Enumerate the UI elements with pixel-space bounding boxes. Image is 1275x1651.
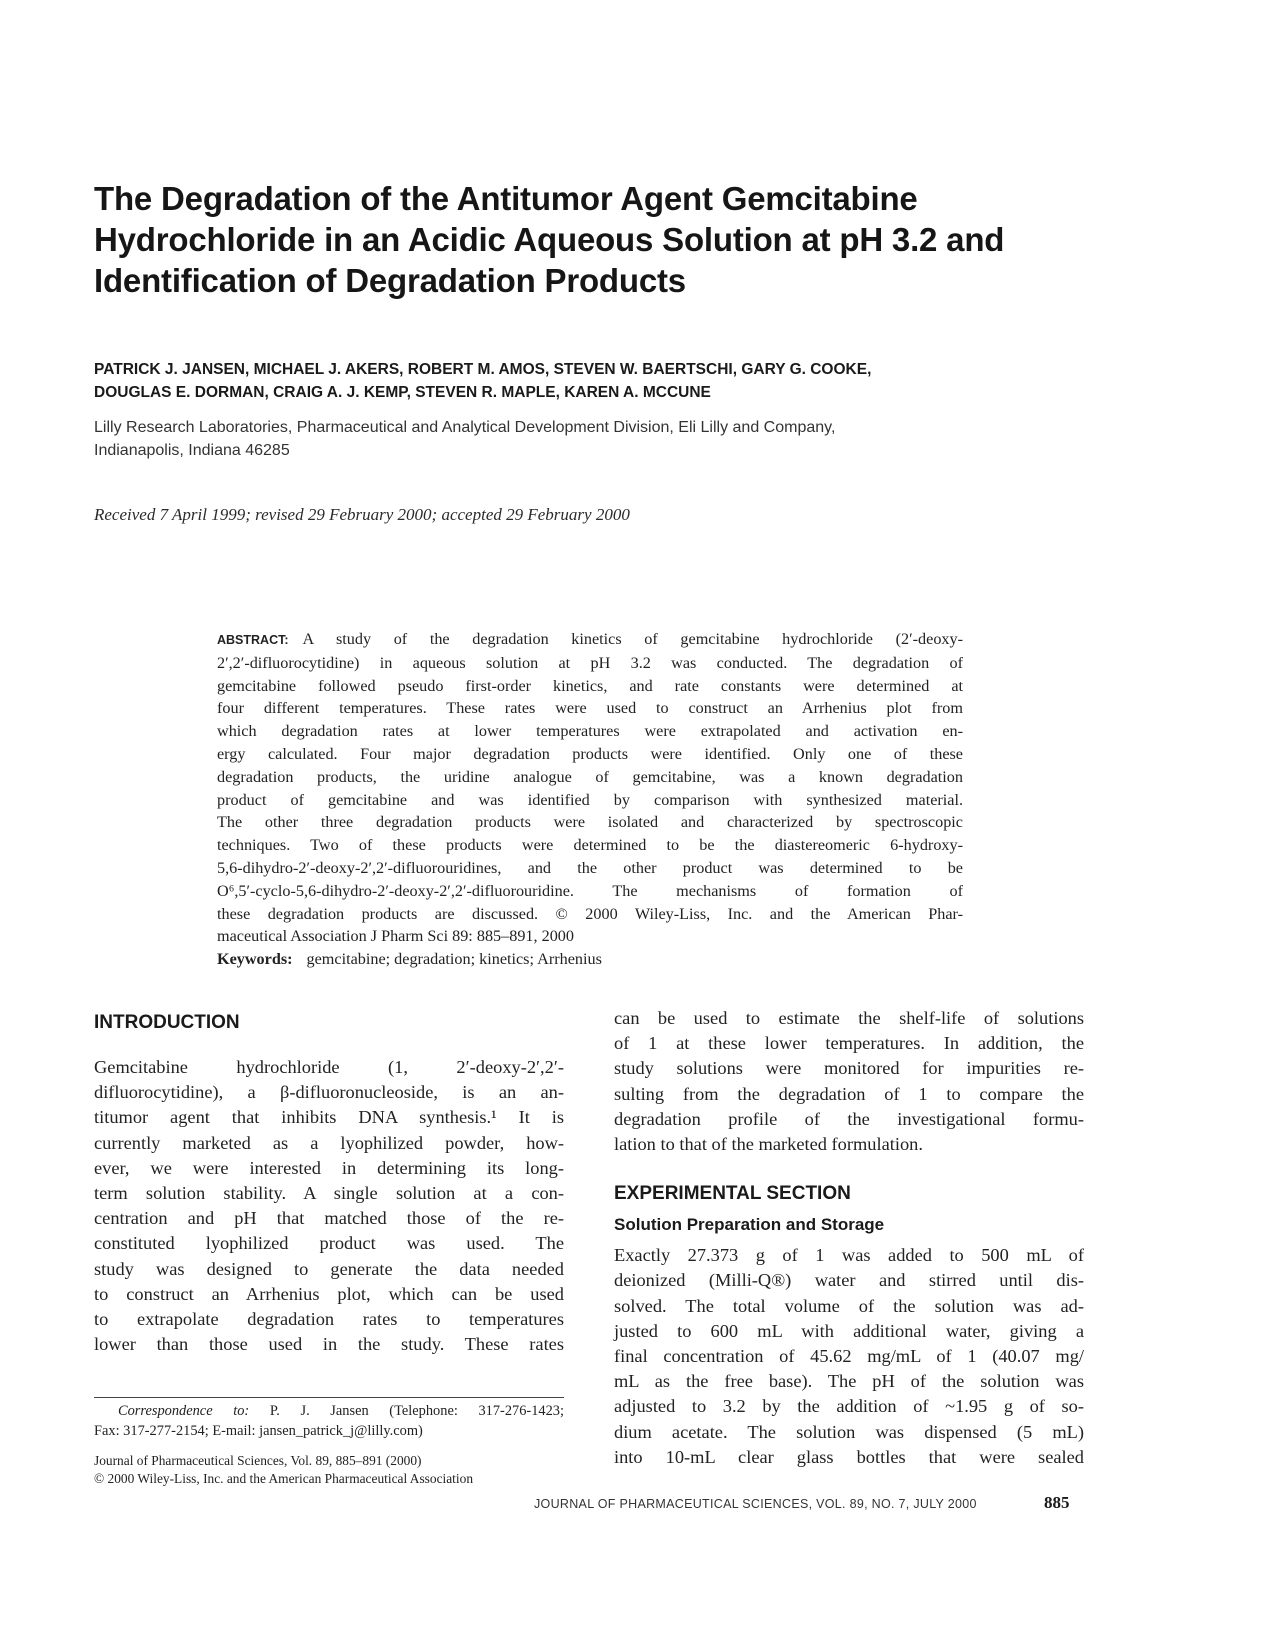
- text-line: study solutions were monitored for impurities re-: [614, 1058, 1084, 1079]
- abstract-line: product of gemcitabine and was identified by comparison with synthesized material.: [217, 790, 963, 809]
- text-line: can be used to estimate the shelf-life of solutions: [614, 1008, 1084, 1028]
- experimental-heading: EXPERIMENTAL SECTION: [614, 1183, 851, 1205]
- abstract: [217, 628, 963, 971]
- text-line: lower than those used in the study. These rates: [94, 1334, 564, 1355]
- keywords-label: Keywords:: [217, 950, 293, 969]
- right-column: [614, 1008, 1084, 1470]
- text-line: of 1 at these lower temperatures. In addition, the: [614, 1033, 1084, 1054]
- text-line: difluorocytidine), a β-difluoronucleoside, is an an-: [94, 1082, 564, 1103]
- title-line: Hydrochloride in an Acidic Aqueous Solution at pH 3.2 and: [94, 221, 1005, 258]
- text-line: justed to 600 mL with additional water, giving a: [614, 1320, 1084, 1341]
- abstract-text: A study of the degradation kinetics of gemcitabine hydrochloride (2′-deoxy-: [302, 630, 963, 648]
- text-line: mL as the free base). The pH of the solution was: [614, 1371, 1084, 1392]
- introduction-heading: INTRODUCTION: [94, 1012, 240, 1033]
- abstract-line: 2′,2′-difluorocytidine) in aqueous solution at pH 3.2 was conducted. The degradation of: [217, 653, 963, 672]
- abstract-line: The other three degradation products were isolated and characterized by spectroscopic: [217, 813, 963, 832]
- keywords-line: [217, 948, 963, 971]
- text-line: to extrapolate degradation rates to temperatures: [94, 1309, 564, 1330]
- correspondence-text: P. J. Jansen (Telephone: 317-276-1423;: [269, 1403, 564, 1419]
- text-line: into 10-mL clear glass bottles that were sealed: [614, 1446, 1084, 1467]
- keywords-text: gemcitabine; degradation; kinetics; Arrhenius: [306, 950, 602, 969]
- running-footer: JOURNAL OF PHARMACEUTICAL SCIENCES, VOL. 89, NO. 7, JULY 2000: [534, 1497, 977, 1511]
- author-list: [94, 358, 1194, 404]
- abstract-line: O⁶,5′-cyclo-5,6-dihydro-2′-deoxy-2′,2′-difluorouridine. The mechanisms of formation of: [217, 881, 963, 900]
- text-line: ever, we were interested in determining its long-: [94, 1157, 564, 1178]
- received-dates: Received 7 April 1999; revised 29 February 2000; accepted 29 February 2000: [94, 505, 630, 524]
- abstract-line: four different temperatures. These rates were used to construct an Arrhenius plot from: [217, 699, 963, 718]
- text-line: sulting from the degradation of 1 to compare the: [614, 1083, 1084, 1104]
- title-line: Identification of Degradation Products: [94, 262, 686, 299]
- text-line: Exactly 27.373 g of 1 was added to 500 mL of: [614, 1245, 1084, 1266]
- text-line: study was designed to generate the data needed: [94, 1258, 564, 1279]
- text-line: currently marketed as a lyophilized powder, how-: [94, 1132, 564, 1153]
- footnote-line: Fax: 317-277-2154; E-mail: jansen_patrick_j@lilly.com): [94, 1422, 423, 1439]
- abstract-line: gemcitabine followed pseudo first-order kinetics, and rate constants were determined at: [217, 676, 963, 695]
- abstract-line: which degradation rates at lower temperatures were extrapolated and activation en-: [217, 722, 963, 741]
- affiliation: [94, 416, 1194, 462]
- affiliation-line: Indianapolis, Indiana 46285: [94, 442, 290, 459]
- affiliation-line: Lilly Research Laboratories, Pharmaceutical and Analytical Development Division, Eli Lilly and Company,: [94, 419, 836, 436]
- text-line: to construct an Arrhenius plot, which can be used: [94, 1283, 564, 1304]
- journal-info-line: © 2000 Wiley-Liss, Inc. and the American Pharmaceutical Association: [94, 1470, 474, 1486]
- text-line: adjusted to 3.2 by the addition of ~1.95 g of so-: [614, 1396, 1084, 1417]
- left-column: [94, 1010, 564, 1357]
- footnote-line: [94, 1402, 564, 1422]
- author-line: PATRICK J. JANSEN, MICHAEL J. AKERS, ROBERT M. AMOS, STEVEN W. BAERTSCHI, GARY G. COOKE,: [94, 361, 872, 378]
- text-line: final concentration of 45.62 mg/mL of 1 (40.07 mg/: [614, 1346, 1084, 1367]
- text-line: Gemcitabine hydrochloride (1, 2′-deoxy-2′,2′-: [94, 1057, 564, 1077]
- abstract-line: 5,6-dihydro-2′-deoxy-2′,2′-difluorouridines, and the other product was determined to be: [217, 858, 963, 877]
- abstract-line: [217, 628, 963, 652]
- abstract-line: ergy calculated. Four major degradation products were identified. Only one of these: [217, 744, 963, 763]
- introduction-paragraph: [94, 1055, 564, 1357]
- text-line: degradation profile of the investigational formu-: [614, 1108, 1084, 1129]
- experimental-paragraph: [614, 1243, 1084, 1470]
- journal-info: [94, 1452, 564, 1487]
- page-number: 885: [1044, 1493, 1070, 1512]
- text-line: solved. The total volume of the solution was ad-: [614, 1295, 1084, 1316]
- abstract-line: techniques. Two of these products were determined to be the diastereomeric 6-hydroxy-: [217, 836, 963, 855]
- text-line: deionized (Milli-Q®) water and stirred until dis-: [614, 1270, 1084, 1291]
- introduction-continuation: [614, 1006, 1084, 1157]
- text-line: term solution stability. A single solution at a con-: [94, 1183, 564, 1204]
- journal-info-line: Journal of Pharmaceutical Sciences, Vol. 89, 885–891 (2000): [94, 1453, 422, 1468]
- abstract-line: these degradation products are discussed. © 2000 Wiley-Liss, Inc. and the American Phar-: [217, 904, 963, 923]
- article-title: [94, 178, 1194, 301]
- author-line: DOUGLAS E. DORMAN, CRAIG A. J. KEMP, STEVEN R. MAPLE, KAREN A. MCCUNE: [94, 384, 711, 401]
- correspondence-footnote: [94, 1402, 564, 1441]
- abstract-line: degradation products, the uridine analogue of gemcitabine, was a known degradation: [217, 767, 963, 786]
- text-line: titumor agent that inhibits DNA synthesis.¹ It is: [94, 1107, 564, 1128]
- abstract-label: ABSTRACT:: [217, 633, 289, 647]
- text-line: constituted lyophilized product was used. The: [94, 1233, 564, 1254]
- solution-preparation-subheading: Solution Preparation and Storage: [614, 1215, 885, 1235]
- title-line: The Degradation of the Antitumor Agent Gemcitabine: [94, 180, 918, 217]
- abstract-line: maceutical Association J Pharm Sci 89: 885–891, 2000: [217, 927, 574, 946]
- text-line: dium acetate. The solution was dispensed (5 mL): [614, 1421, 1084, 1442]
- correspondence-label: Correspondence to:: [118, 1403, 250, 1419]
- text-line: lation to that of the marketed formulation.: [614, 1134, 923, 1155]
- footnote-divider: [94, 1397, 564, 1398]
- text-line: centration and pH that matched those of the re-: [94, 1208, 564, 1229]
